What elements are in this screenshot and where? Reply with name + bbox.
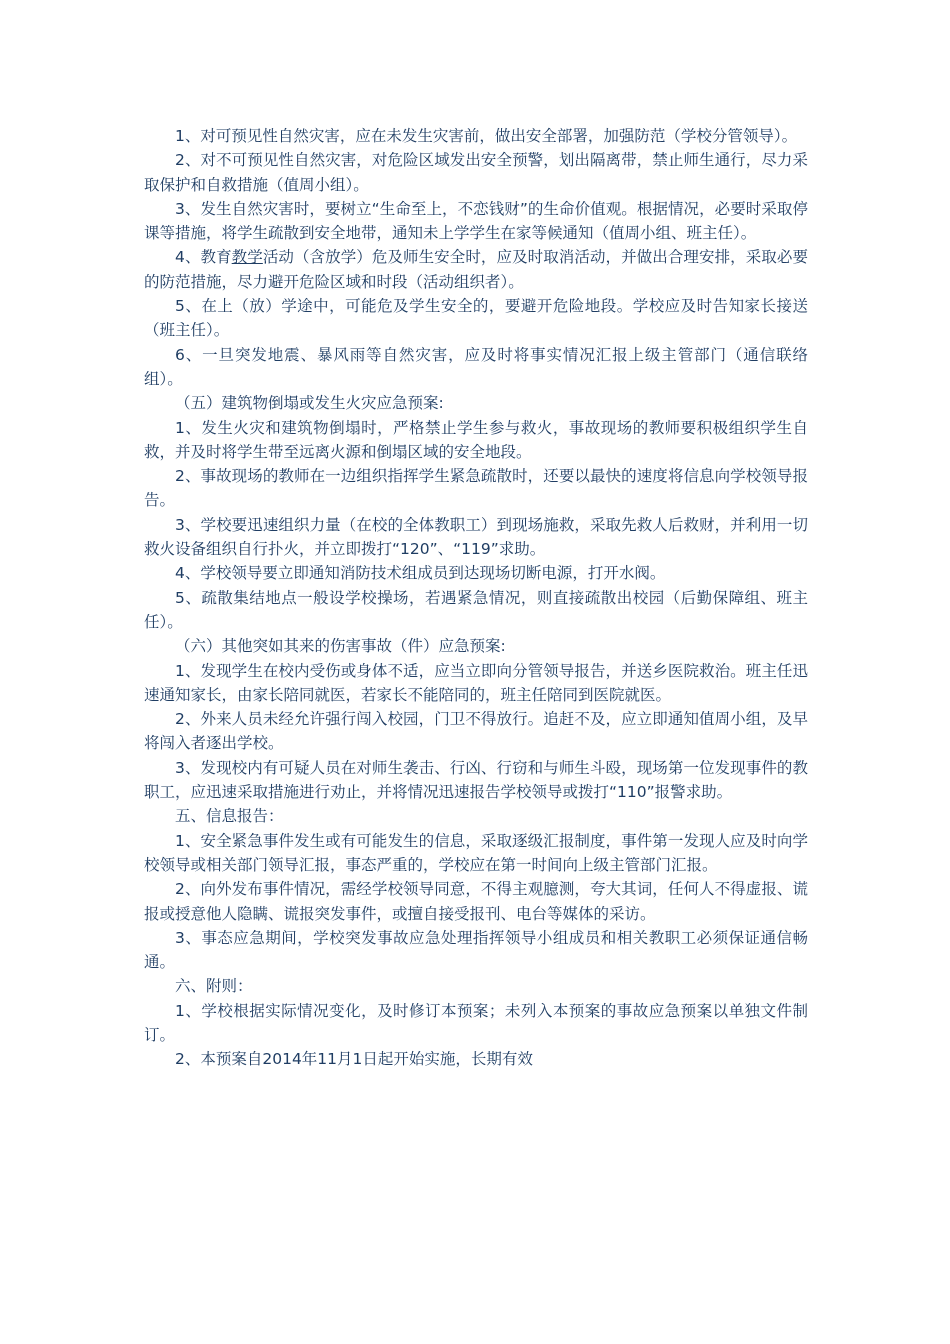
- paragraph-natural-1: 1、对可预见性自然灾害，应在未发生灾害前，做出安全部署，加强防范（学校分管领导）。: [175, 127, 798, 145]
- section-heading-other: （六）其他突如其来的伤害事故（件）应急预案:: [175, 637, 506, 656]
- paragraph-appendix-1: 1、学校根据实际情况变化，及时修订本预案；未列入本预案的事故应急预案以单独文件制订。: [144, 1001, 808, 1044]
- paragraph-report-1: 1、安全紧急事件发生或有可能发生的信息，采取逐级汇报制度，事件第一发现人应及时向学校领导或相关部门领导汇报，事态严重的，学校应在第一时间向上级主管部门汇报。: [144, 831, 808, 874]
- section-heading-report: 五、信息报告：: [175, 807, 284, 826]
- section-heading-fire: （五）建筑物倒塌或发生火灾应急预案:: [175, 394, 444, 413]
- paragraph-fire-4: 4、学校领导要立即通知消防技术组成员到达现场切断电源，打开水阀。: [175, 564, 666, 583]
- paragraph-report-3: 3、事态应急期间，学校突发事故应急处理指挥领导小组成员和相关教职工必须保证通信畅通。: [144, 928, 808, 972]
- paragraph-other-2: 2、外来人员未经允许强行闯入校园，门卫不得放行。追赶不及，应立即通知值周小组，及早将闯入者逐出学校。: [144, 710, 808, 753]
- paragraph-other-3: 3、发现校内有可疑人员在对师生袭击、行凶、行窃和与师生斗殴，现场第一位发现事件的教职工，应迅速采取措施进行劝止，并将情况迅速报告学校领导或拨打“110”报警求助。: [144, 758, 808, 802]
- paragraph-natural-4-prefix: 4、教育: [175, 248, 232, 267]
- paragraph-appendix-2: 2、本预案自2014年11月1日起开始实施，长期有效: [175, 1050, 533, 1069]
- section-heading-appendix: 六、附则：: [175, 977, 253, 996]
- paragraph-natural-5: 5、在上（放）学途中，可能危及学生安全的，要避开危险地段。学校应及时告知家长接送（班主任）。: [144, 297, 808, 340]
- paragraph-natural-4-suffix: 活动（含放学）危及师生安全时，应及时取消活动，并做出合理安排，采取必要的防范措施，尽力避开危险区域和时段（活动组织者）。: [144, 248, 808, 291]
- paragraph-fire-1: 1、发生火灾和建筑物倒塌时，严格禁止学生参与救火，事故现场的教师要积极组织学生自救，并及时将学生带至远离火源和倒塌区域的安全地段。: [144, 418, 808, 461]
- paragraph-natural-4: [144, 245, 808, 294]
- paragraph-natural-3: 3、发生自然灾害时，要树立“生命至上，不恋钱财”的生命价值观。根据情况，必要时采取停课等措施，将学生疏散到安全地带，通知未上学学生在家等候通知（值周小组、班主任）。: [144, 199, 808, 243]
- paragraph-fire-2: 2、事故现场的教师在一边组织指挥学生紧急疏散时，还要以最快的速度将信息向学校领导报告。: [144, 467, 808, 510]
- paragraph-natural-6: 6、一旦突发地震、暴风雨等自然灾害，应及时将事实情况汇报上级主管部门（通信联络组）。: [144, 345, 808, 388]
- document-page: [144, 124, 808, 1072]
- paragraph-other-1: 1、发现学生在校内受伤或身体不适，应当立即向分管领导报告，并送乡医院救治。班主任迅速通知家长，由家长陪同就医，若家长不能陪同的，班主任陪同到医院就医。: [144, 661, 808, 704]
- paragraph-fire-3: 3、学校要迅速组织力量（在校的全体教职工）到现场施救，采取先救人后救财，并利用一切救火设备组织自行扑火，并立即拨打“120”、“119”求助。: [144, 515, 808, 559]
- paragraph-fire-5: 5、疏散集结地点一般设学校操场，若遇紧急情况，则直接疏散出校园（后勤保障组、班主任）。: [144, 588, 808, 631]
- paragraph-natural-2: 2、对不可预见性自然灾害，对危险区域发出安全预警，划出隔离带，禁止师生通行，尽力采取保护和自救措施（值周小组）。: [144, 151, 808, 194]
- paragraph-report-2: 2、向外发布事件情况，需经学校领导同意，不得主观臆测，夸大其词，任何人不得虚报、谎报或授意他人隐瞒、谎报突发事件，或擅自接受报刊、电台等媒体的采访。: [144, 880, 808, 923]
- teaching-link[interactable]: 教学: [231, 248, 263, 267]
